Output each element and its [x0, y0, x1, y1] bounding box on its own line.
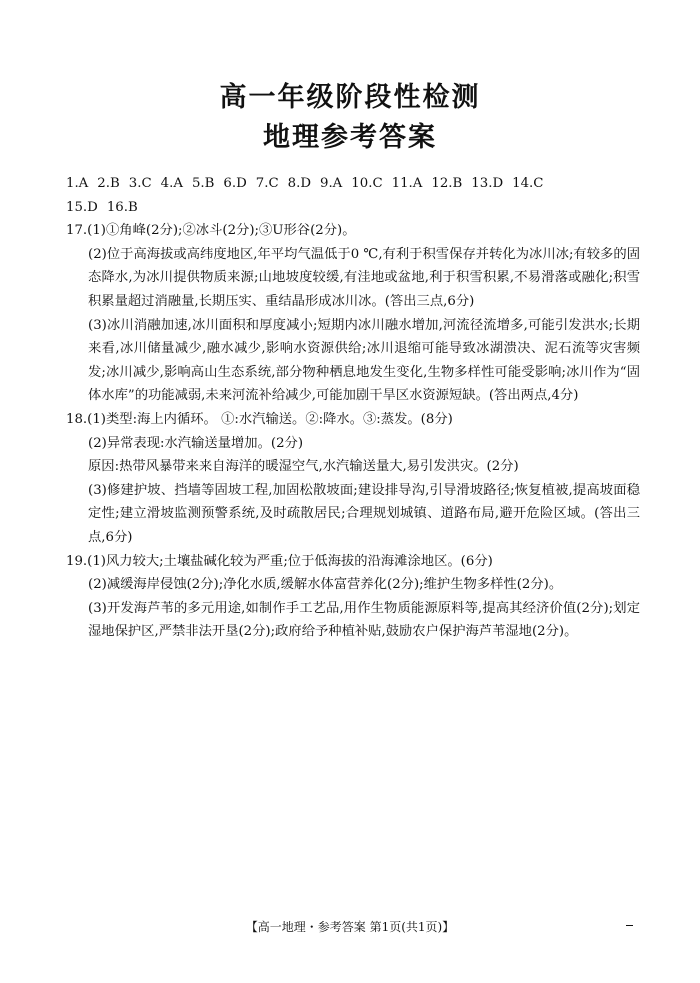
mc-answer: 9.A: [320, 176, 343, 191]
answer-body: [66, 172, 640, 644]
mc-answer: 13.D: [471, 176, 504, 191]
page-title: 高一年级阶段性检测: [219, 82, 481, 113]
mc-answer: 14.C: [512, 176, 544, 191]
question-number: 19.: [66, 553, 88, 569]
question-19: [66, 550, 640, 644]
q19-part2: (2)减缓海岸侵蚀(2分);净化水质,缓解水体富营养化(2分);维护生物多样性(2分)。: [88, 577, 563, 593]
mc-answer: 10.C: [351, 176, 383, 191]
mc-answer: 16.B: [106, 199, 138, 215]
mc-answer: 6.D: [223, 176, 247, 191]
mc-answer: 2.B: [97, 176, 120, 191]
q17-part2: (2)位于高海拔或高纬度地区,年平均气温低于0 ℃,有利于积雪保存并转化为冰川冰;有较多的固态降水,为冰川提供物质来源;山地坡度较缓,有洼地或盆地,利于积雪积累,不易滑落或融化;积雪积累量超过消融量,长期压实、重结晶形成冰川冰。(答出三点,6分): [88, 246, 640, 309]
mc-answer: 5.B: [191, 176, 215, 191]
q19-part3: (3)开发海芦苇的多元用途,如制作手工艺品,用作生物质能源原料等,提高其经济价值(2分);划定湿地保护区,严禁非法开垦(2分);政府给予种植补贴,鼓励农户保护海芦苇湿地(2分)。: [88, 600, 640, 640]
q18-part1: (1)类型:海上内循环。 ①:水汽输送。②:降水。③:蒸发。(8分): [87, 411, 453, 427]
mc-answer: 11.A: [391, 176, 423, 191]
q18-part2-reason: 原因:热带风暴带来来自海洋的暖湿空气,水汽输送量大,易引发洪灾。(2分): [88, 459, 519, 475]
page-footer: 【高一地理・参考答案 第1页(共1页)】: [245, 920, 455, 934]
question-number: 17.: [66, 223, 88, 239]
question-18: [66, 408, 640, 550]
mc-answer: 8.D: [287, 176, 311, 191]
q19-part1: (1)风力较大;土壤盐碱化较为严重;位于低海拔的沿海滩涂地区。(6分): [87, 553, 493, 569]
q18-part2: (2)异常表现:水汽输送量增加。(2分): [88, 435, 304, 451]
page-subtitle: 地理参考答案: [263, 122, 437, 153]
mc-answer: 12.B: [431, 176, 463, 191]
mc-answer: 7.C: [255, 176, 279, 191]
question-number: 18.: [66, 411, 88, 427]
q17-part1: (1)①角峰(2分);②冰斗(2分);③U形谷(2分)。: [87, 223, 356, 239]
multiple-choice-answers: [66, 172, 640, 219]
q17-part3: (3)冰川消融加速,冰川面积和厚度减小;短期内冰川融水增加,河流径流增多,可能引发洪水;长期来看,冰川储量减少,融水减少,影响水资源供给;冰川退缩可能导致冰湖溃决、泥石流等灾害频发;冰川减少,影响高山生态系统,部分物种栖息地发生变化,生物多样性可能受影响;冰川作为“固体水库”的功能减弱,未来河流补给减少,可能加剧干旱区水资源短缺。(答出两点,4分): [88, 317, 640, 404]
mc-answer: 15.D: [66, 199, 98, 215]
question-17: [66, 219, 640, 408]
mc-answer: 3.C: [128, 176, 152, 191]
mc-answer: 4.A: [160, 176, 183, 191]
mc-answer: 1.A: [66, 176, 89, 191]
corner-mark: [626, 925, 633, 926]
q18-part3: (3)修建护坡、挡墙等固坡工程,加固松散坡面;建设排导沟,引导滑坡路径;恢复植被,提高坡面稳定性;建立滑坡监测预警系统,及时疏散居民;合理规划城镇、道路布局,避开危险区域。(答出三点,6分): [88, 482, 640, 545]
